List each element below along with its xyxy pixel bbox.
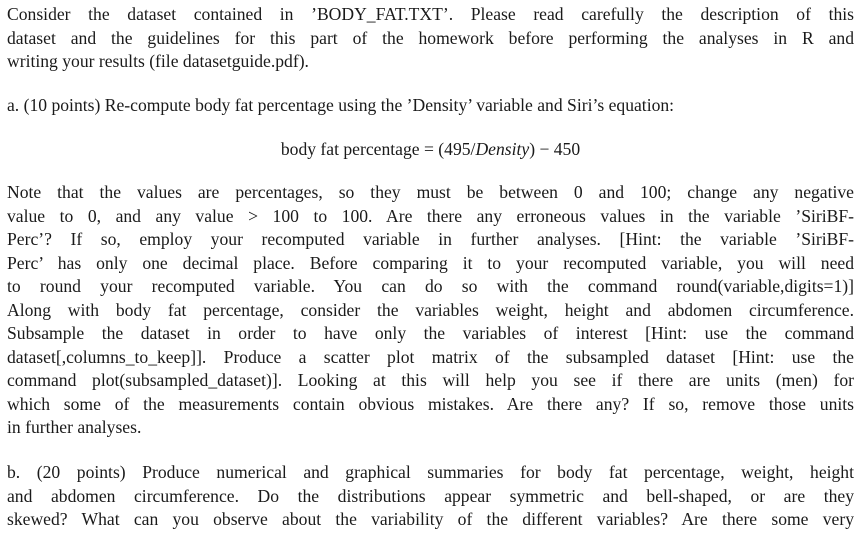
intro-line-2: dataset and the guidelines for this part of the homework before performing the analyses in R and [7, 27, 854, 48]
part-a-paragraph [7, 181, 854, 440]
intro-line-3: writing your results (file datasetguide.pdf). [7, 51, 309, 71]
part-a-line-10: which some of the measurements contain obvious mistakes. Are there any? If so, remove those units [7, 393, 854, 414]
equation-variable: Density [475, 139, 530, 159]
part-a-line-5: to round your recomputed variable. You can do so with the command round(variable,digits=1)] [7, 276, 854, 296]
part-b-line-1: b. (20 points) Produce numerical and graphical summaries for body fat percentage, weight, height [7, 462, 854, 482]
equation-rhs: ) − 450 [529, 139, 581, 159]
equation-lhs: body fat percentage = (495/ [280, 139, 476, 159]
part-a-heading-line: a. (10 points) Re-compute body fat percentage using the ’Density’ variable and Siri’s equation: [7, 95, 675, 115]
part-b-line-2: and abdomen circumference. Do the distributions appear symmetric and bell-shaped, or are they [7, 485, 854, 506]
part-a-line-1: Note that the values are percentages, so they must be between 0 and 100; change any negative [7, 182, 854, 202]
part-a-line-11: in further analyses. [7, 417, 142, 437]
part-a-line-4: Perc’ has only one decimal place. Before comparing it to your recomputed variable, you will need [7, 252, 854, 273]
part-a-line-7: Subsample the dataset in order to have only the variables of interest [Hint: use the command [7, 323, 854, 343]
part-a-line-3: Perc’? If so, employ your recomputed variable in further analyses. [Hint: the variable ’SiriBF- [7, 229, 854, 249]
part-b-paragraph [7, 461, 854, 532]
siri-equation [7, 138, 854, 162]
part-a-line-9: command plot(subsampled_dataset)]. Looking at this will help you see if there are units (men) for [7, 370, 854, 390]
part-a-heading [7, 94, 854, 118]
part-b-line-3: skewed? What can you observe about the variability of the different variables? Are there some very [7, 509, 854, 529]
part-a-line-8: dataset[,columns_to_keep]]. Produce a scatter plot matrix of the subsampled dataset [Hint: use the [7, 346, 854, 367]
intro-paragraph [7, 3, 854, 74]
intro-line-1: Consider the dataset contained in ’BODY_FAT.TXT’. Please read carefully the description of this [7, 4, 854, 24]
part-a-line-2: value to 0, and any value > 100 to 100. Are there any erroneous values in the variable ’SiriBF- [7, 205, 854, 226]
part-a-line-6: Along with body fat percentage, consider the variables weight, height and abdomen circumference. [7, 299, 854, 320]
